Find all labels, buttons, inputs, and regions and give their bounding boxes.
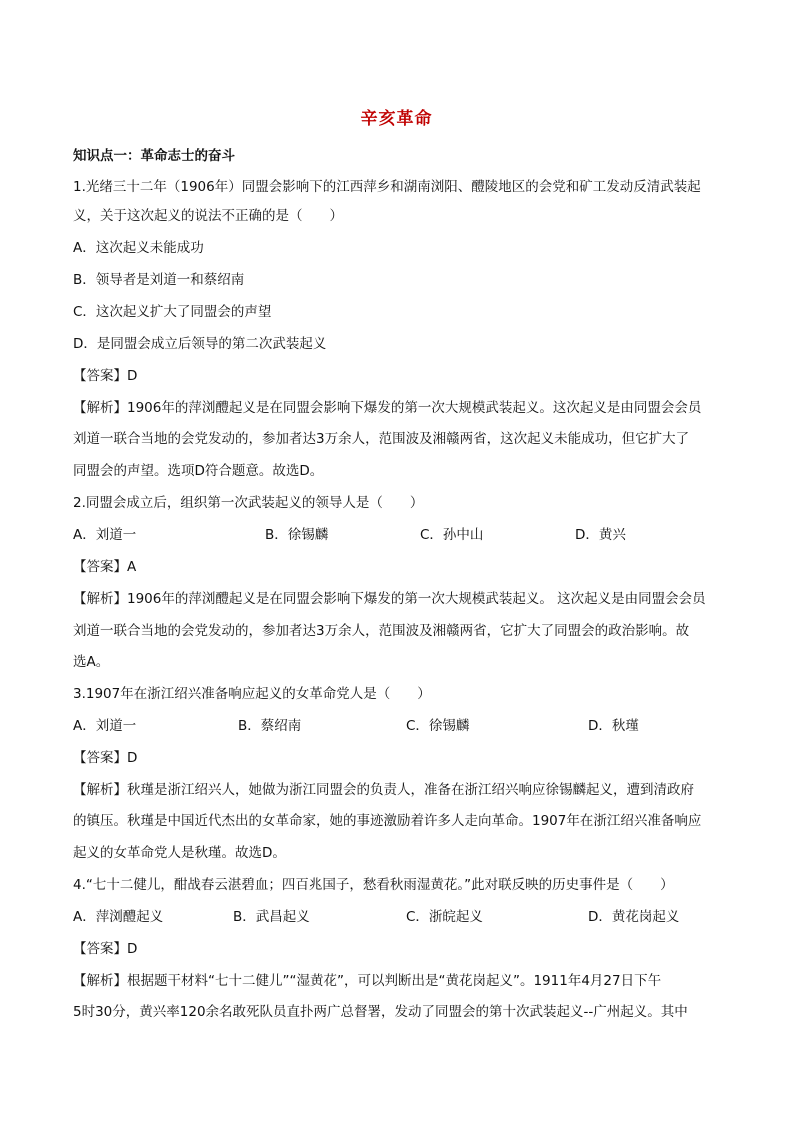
q4-stem: 4.“七十二健儿，酣战春云湛碧血；四百兆国子，愁看秋雨湿黄花。”此对联反映的历史事件是（ ）: [73, 877, 674, 893]
q4-option-b: B．武昌起义: [233, 909, 310, 925]
q1-option-a: A．这次起义未能成功: [73, 240, 204, 256]
q3-option-a: A．刘道一: [73, 718, 137, 734]
q3-analysis-line-1: 【解析】秋瑾是浙江绍兴人，她做为浙江同盟会的负责人，准备在浙江绍兴响应徐锡麟起义，遭到清政府: [73, 782, 694, 798]
q1-analysis-line-1: 【解析】1906年的萍浏醴起义是在同盟会影响下爆发的第一次大规模武装起义。这次起义是由同盟会会员: [73, 400, 702, 416]
q3-option-d: D．秋瑾: [588, 718, 639, 734]
q1-option-c: C．这次起义扩大了同盟会的声望: [73, 304, 272, 320]
q1-analysis-line-2: 刘道一联合当地的会党发动的，参加者达3万余人，范围波及湘赣两省，这次起义未能成功，但它扩大了: [73, 431, 690, 447]
q2-analysis-line-1: 【解析】1906年的萍浏醴起义是在同盟会影响下爆发的第一次大规模武装起义。 这次起义是由同盟会会员: [73, 591, 706, 607]
q2-option-a: A．刘道一: [73, 527, 137, 543]
q3-analysis-line-2: 的镇压。秋瑾是中国近代杰出的女革命家，她的事迹激励着许多人走向革命。1907年在浙江绍兴准备响应: [73, 813, 702, 829]
q3-stem: 3.1907年在浙江绍兴准备响应起义的女革命党人是（ ）: [73, 686, 431, 702]
q4-analysis-line-1: 【解析】根据题干材料“七十二健儿”“湿黄花”，可以判断出是“黄花岗起义”。1911年4月27日下午: [73, 973, 662, 989]
q4-option-c: C．浙皖起义: [406, 909, 483, 925]
q3-analysis-line-3: 起义的女革命党人是秋瑾。故选D。: [73, 845, 286, 861]
q1-stem-line-1: 1.光绪三十二年（1906年）同盟会影响下的江西萍乡和湖南浏阳、醴陵地区的会党和矿工发动反清武装起: [73, 179, 701, 195]
q2-answer: 【答案】A: [73, 559, 137, 575]
q2-option-c: C．孙中山: [420, 527, 484, 543]
q2-analysis-line-2: 刘道一联合当地的会党发动的，参加者达3万余人，范围波及湘赣两省，它扩大了同盟会的政治影响。故: [73, 623, 690, 639]
q3-option-c: C．徐锡麟: [406, 718, 470, 734]
q1-answer: 【答案】D: [73, 368, 138, 384]
q2-option-d: D．黄兴: [575, 527, 626, 543]
q2-analysis-line-3: 选A。: [73, 654, 110, 670]
q1-analysis-line-3: 同盟会的声望。选项D符合题意。故选D。: [73, 463, 324, 479]
q4-option-d: D．黄花岗起义: [588, 909, 680, 925]
q3-option-b: B．蔡绍南: [238, 718, 302, 734]
q1-option-b: B．领导者是刘道一和蔡绍南: [73, 272, 245, 288]
q3-answer: 【答案】D: [73, 750, 138, 766]
q4-option-a: A．萍浏醴起义: [73, 909, 164, 925]
q1-stem-line-2: 义，关于这次起义的说法不正确的是（ ）: [73, 208, 343, 224]
q4-answer: 【答案】D: [73, 941, 138, 957]
q1-option-d: D．是同盟会成立后领导的第二次武装起义: [73, 336, 327, 352]
q2-stem: 2.同盟会成立后，组织第一次武装起义的领导人是（ ）: [73, 495, 424, 511]
section-heading: 知识点一：革命志士的奋斗: [73, 148, 235, 164]
q2-option-b: B．徐锡麟: [265, 527, 329, 543]
q4-analysis-line-2: 5时30分，黄兴率120余名敢死队员直扑两广总督署，发动了同盟会的第十次武装起义--广州起义。其中: [73, 1004, 688, 1020]
document-title: 辛亥革命: [360, 109, 433, 129]
